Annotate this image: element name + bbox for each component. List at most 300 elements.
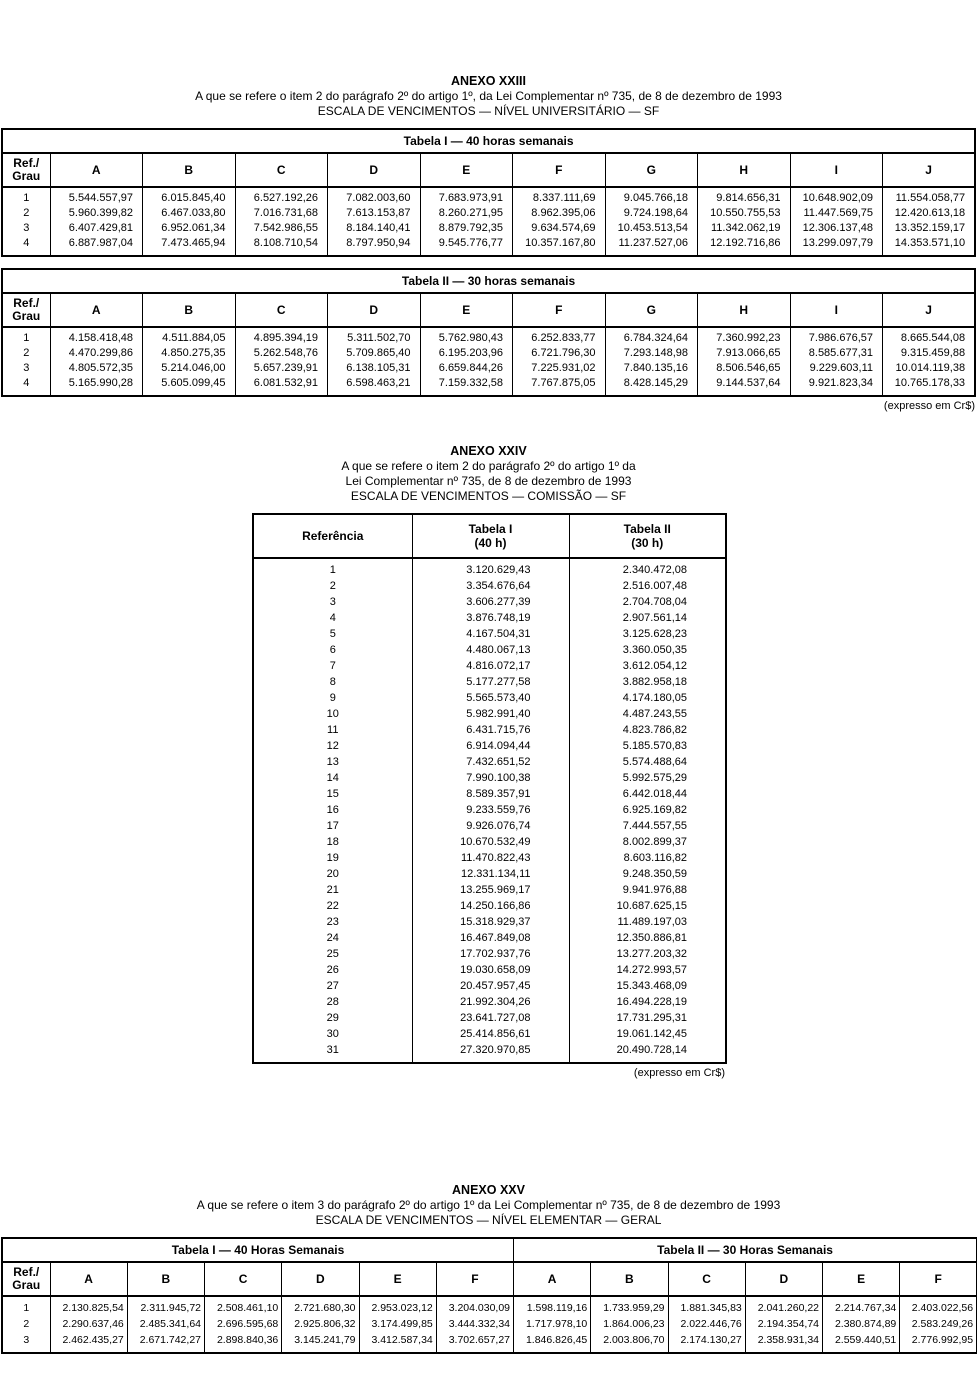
ref-cell: 13 <box>253 754 412 770</box>
value-cell: 6.442.018,44 <box>569 786 726 802</box>
value-cell: 2.358.931,34 <box>745 1332 822 1353</box>
tabela-i-header <box>412 514 569 558</box>
value-cell: 5.982.991,40 <box>412 706 569 722</box>
value-cell: 10.453.513,54 <box>605 221 698 236</box>
column-header: D <box>328 293 421 327</box>
value-cell: 3.606.277,39 <box>412 594 569 610</box>
value-cell: 2.696.595,68 <box>205 1316 282 1332</box>
value-cell: 4.480.067,13 <box>412 642 569 658</box>
ref-cell: 15 <box>253 786 412 802</box>
column-header: A <box>50 153 143 187</box>
ref-cell: 1 <box>2 1296 50 1316</box>
value-cell: 12.192.716,86 <box>698 236 791 256</box>
tabela-i-caption: Tabela I — 40 Horas Semanais <box>2 1238 514 1262</box>
value-cell: 9.634.574,69 <box>513 221 606 236</box>
value-cell: 2.214.767,34 <box>823 1296 900 1316</box>
tabela-i-label: Tabela I <box>468 522 513 536</box>
value-cell: 9.814.656,31 <box>698 187 791 206</box>
value-cell: 9.248.350,59 <box>569 866 726 882</box>
value-cell: 7.990.100,38 <box>412 770 569 786</box>
tabela-ii-caption: Tabela II — 30 Horas Semanais <box>514 1238 977 1262</box>
value-cell: 5.165.990,28 <box>50 376 143 396</box>
table-row <box>253 978 726 994</box>
value-cell: 2.403.022,56 <box>900 1296 977 1316</box>
ref-cell: 4 <box>2 236 50 256</box>
table-body <box>253 558 726 1063</box>
value-cell: 14.272.993,57 <box>569 962 726 978</box>
table-body <box>2 327 975 396</box>
value-cell: 5.605.099,45 <box>143 376 236 396</box>
table-row <box>253 610 726 626</box>
value-cell: 8.108.710,54 <box>235 236 328 256</box>
value-cell: 4.816.072,17 <box>412 658 569 674</box>
column-header: F <box>513 293 606 327</box>
value-cell: 2.290.637,46 <box>50 1316 127 1332</box>
table-row <box>2 1332 977 1353</box>
value-cell: 10.687.625,15 <box>569 898 726 914</box>
value-cell: 3.145.241,79 <box>282 1332 359 1353</box>
value-cell: 7.986.676,57 <box>790 327 883 346</box>
column-header: F <box>513 153 606 187</box>
value-cell: 4.487.243,55 <box>569 706 726 722</box>
value-cell: 3.612.054,12 <box>569 658 726 674</box>
value-cell: 1.733.959,29 <box>591 1296 668 1316</box>
anexo-xxiv-reference-line-1: A que se refere o item 2 do parágrafo 2º do artigo 1º da <box>341 459 636 473</box>
table-row <box>253 706 726 722</box>
value-cell: 4.511.884,05 <box>143 327 236 346</box>
value-cell: 3.702.657,27 <box>436 1332 513 1353</box>
ref-cell: 31 <box>253 1042 412 1063</box>
value-cell: 8.337.111,69 <box>513 187 606 206</box>
ref-header-line1: Ref./ <box>13 1265 40 1279</box>
ref-cell: 17 <box>253 818 412 834</box>
value-cell: 3.174.499,85 <box>359 1316 436 1332</box>
value-cell: 7.444.557,55 <box>569 818 726 834</box>
ref-cell: 6 <box>253 642 412 658</box>
value-cell: 2.898.840,36 <box>205 1332 282 1353</box>
column-header: E <box>359 1262 436 1296</box>
anexo-xxv-reference-line: A que se refere o item 3 do parágrafo 2º do artigo 1º da Lei Complementar nº 735, de 8 de dezembro de 1993 <box>196 1198 781 1212</box>
column-header: C <box>235 153 328 187</box>
table-row <box>253 754 726 770</box>
value-cell: 9.045.766,18 <box>605 187 698 206</box>
value-cell: 3.360.050,35 <box>569 642 726 658</box>
ref-cell: 27 <box>253 978 412 994</box>
value-cell: 11.470.822,43 <box>412 850 569 866</box>
value-cell: 4.805.572,35 <box>50 361 143 376</box>
anexo-xxiv-reference-line-2: Lei Complementar nº 735, de 8 de dezembro de 1993 <box>345 474 632 488</box>
tabela-i-hours: (40 h) <box>474 536 507 550</box>
section-anexo-xxiii <box>0 74 977 412</box>
value-cell: 8.260.271,95 <box>420 206 513 221</box>
value-cell: 6.138.105,31 <box>328 361 421 376</box>
ref-grau-header <box>2 153 50 187</box>
value-cell: 5.565.573,40 <box>412 690 569 706</box>
ref-cell: 2 <box>253 578 412 594</box>
anexo-xxv-table <box>1 1237 977 1354</box>
table-row <box>253 1026 726 1042</box>
table-row <box>253 946 726 962</box>
table-row <box>253 866 726 882</box>
table-row <box>253 850 726 866</box>
value-cell: 5.262.548,76 <box>235 346 328 361</box>
value-cell: 19.061.142,45 <box>569 1026 726 1042</box>
ref-header-line2: Grau <box>12 309 41 323</box>
anexo-xxiv-heading <box>0 444 977 504</box>
table-caption: Tabela II — 30 horas semanais <box>2 269 975 293</box>
ref-cell: 14 <box>253 770 412 786</box>
value-cell: 3.882.958,18 <box>569 674 726 690</box>
ref-cell: 1 <box>253 558 412 578</box>
column-header: J <box>883 153 976 187</box>
table-row <box>2 236 975 256</box>
value-cell: 7.360.992,23 <box>698 327 791 346</box>
value-cell: 5.709.865,40 <box>328 346 421 361</box>
ref-cell: 2 <box>2 1316 50 1332</box>
value-cell: 12.306.137,48 <box>790 221 883 236</box>
column-header: C <box>668 1262 745 1296</box>
value-cell: 12.350.886,81 <box>569 930 726 946</box>
value-cell: 2.194.354,74 <box>745 1316 822 1332</box>
anexo-xxiii-table-1 <box>1 128 976 257</box>
value-cell: 10.648.902,09 <box>790 187 883 206</box>
column-header: D <box>282 1262 359 1296</box>
table-row <box>253 914 726 930</box>
column-header: E <box>420 293 513 327</box>
ref-grau-header <box>2 1262 50 1296</box>
value-cell: 1.717.978,10 <box>514 1316 591 1332</box>
value-cell: 11.237.527,06 <box>605 236 698 256</box>
table-row <box>253 818 726 834</box>
value-cell: 9.315.459,88 <box>883 346 976 361</box>
value-cell: 1.598.119,16 <box>514 1296 591 1316</box>
value-cell: 8.603.116,82 <box>569 850 726 866</box>
ref-cell: 1 <box>2 187 50 206</box>
value-cell: 2.776.992,95 <box>900 1332 977 1353</box>
value-cell: 23.641.727,08 <box>412 1010 569 1026</box>
tabela-ii-label: Tabela II <box>623 522 671 536</box>
value-cell: 17.731.295,31 <box>569 1010 726 1026</box>
ref-cell: 21 <box>253 882 412 898</box>
value-cell: 2.516.007,48 <box>569 578 726 594</box>
value-cell: 10.765.178,33 <box>883 376 976 396</box>
anexo-xxiv-table-wrap <box>252 513 725 1079</box>
anexo-xxiv-table <box>252 513 727 1064</box>
ref-cell: 11 <box>253 722 412 738</box>
table-row <box>253 1010 726 1026</box>
currency-note: (expresso em Cr$) <box>633 1067 725 1079</box>
ref-cell: 3 <box>2 361 50 376</box>
ref-cell: 28 <box>253 994 412 1010</box>
value-cell: 2.462.435,27 <box>50 1332 127 1353</box>
value-cell: 20.490.728,14 <box>569 1042 726 1063</box>
value-cell: 5.185.570,83 <box>569 738 726 754</box>
value-cell: 2.041.260,22 <box>745 1296 822 1316</box>
value-cell: 5.657.239,91 <box>235 361 328 376</box>
value-cell: 9.545.776,77 <box>420 236 513 256</box>
value-cell: 11.447.569,75 <box>790 206 883 221</box>
ref-cell: 20 <box>253 866 412 882</box>
column-header: E <box>420 153 513 187</box>
value-cell: 3.204.030,09 <box>436 1296 513 1316</box>
ref-cell: 4 <box>2 376 50 396</box>
tabela-ii-hours: (30 h) <box>631 536 664 550</box>
value-cell: 16.467.849,08 <box>412 930 569 946</box>
table-row <box>253 786 726 802</box>
value-cell: 9.921.823,34 <box>790 376 883 396</box>
value-cell: 6.407.429,81 <box>50 221 143 236</box>
value-cell: 2.508.461,10 <box>205 1296 282 1316</box>
value-cell: 12.331.134,11 <box>412 866 569 882</box>
ref-cell: 30 <box>253 1026 412 1042</box>
table-body <box>2 1296 977 1353</box>
value-cell: 13.299.097,79 <box>790 236 883 256</box>
value-cell: 6.659.844,26 <box>420 361 513 376</box>
column-header: B <box>143 293 236 327</box>
ref-cell: 10 <box>253 706 412 722</box>
column-header: E <box>823 1262 900 1296</box>
ref-cell: 9 <box>253 690 412 706</box>
table-caption: Tabela I — 40 horas semanais <box>2 129 975 153</box>
value-cell: 7.016.731,68 <box>235 206 328 221</box>
value-cell: 2.925.806,32 <box>282 1316 359 1332</box>
value-cell: 2.003.806,70 <box>591 1332 668 1353</box>
value-cell: 8.184.140,41 <box>328 221 421 236</box>
table-row <box>253 658 726 674</box>
value-cell: 6.784.324,64 <box>605 327 698 346</box>
value-cell: 8.428.145,29 <box>605 376 698 396</box>
value-cell: 8.665.544,08 <box>883 327 976 346</box>
column-header: A <box>514 1262 591 1296</box>
ref-cell: 22 <box>253 898 412 914</box>
value-cell: 8.585.677,31 <box>790 346 883 361</box>
ref-cell: 23 <box>253 914 412 930</box>
value-cell: 7.767.875,05 <box>513 376 606 396</box>
table-row <box>253 930 726 946</box>
table-row <box>2 1296 977 1316</box>
column-header: A <box>50 1262 127 1296</box>
column-header: C <box>205 1262 282 1296</box>
column-header: F <box>436 1262 513 1296</box>
anexo-xxiii-scale-line: ESCALA DE VENCIMENTOS — NÍVEL UNIVERSITÁRIO — SF <box>317 104 660 118</box>
value-cell: 2.671.742,27 <box>127 1332 204 1353</box>
value-cell: 2.953.023,12 <box>359 1296 436 1316</box>
value-cell: 15.343.468,09 <box>569 978 726 994</box>
anexo-xxiii-reference-line: A que se refere o item 2 do parágrafo 2º do artigo 1º, da Lei Complementar nº 735, de 8 de dezembro de 1993 <box>195 89 782 103</box>
value-cell: 13.352.159,17 <box>883 221 976 236</box>
value-cell: 13.255.969,17 <box>412 882 569 898</box>
value-cell: 7.683.973,91 <box>420 187 513 206</box>
value-cell: 2.907.561,14 <box>569 610 726 626</box>
value-cell: 2.174.130,27 <box>668 1332 745 1353</box>
value-cell: 5.214.046,00 <box>143 361 236 376</box>
table-row <box>253 642 726 658</box>
table-row <box>2 376 975 396</box>
table-row <box>253 626 726 642</box>
currency-note: (expresso em Cr$) <box>883 400 975 412</box>
value-cell: 1.881.345,83 <box>668 1296 745 1316</box>
value-cell: 9.926.076,74 <box>412 818 569 834</box>
value-cell: 6.721.796,30 <box>513 346 606 361</box>
value-cell: 13.277.203,32 <box>569 946 726 962</box>
value-cell: 2.721.680,30 <box>282 1296 359 1316</box>
value-cell: 10.550.755,53 <box>698 206 791 221</box>
value-cell: 21.992.304,26 <box>412 994 569 1010</box>
table-row <box>253 594 726 610</box>
value-cell: 6.431.715,76 <box>412 722 569 738</box>
tabela-ii-header <box>569 514 726 558</box>
value-cell: 4.158.418,48 <box>50 327 143 346</box>
table-row <box>253 690 726 706</box>
column-header: B <box>143 153 236 187</box>
anexo-xxv-heading <box>0 1183 977 1228</box>
value-cell: 2.022.446,76 <box>668 1316 745 1332</box>
column-header: F <box>900 1262 977 1296</box>
value-cell: 6.467.033,80 <box>143 206 236 221</box>
value-cell: 8.962.395,06 <box>513 206 606 221</box>
table-row <box>253 898 726 914</box>
table-row <box>253 994 726 1010</box>
value-cell: 6.195.203,96 <box>420 346 513 361</box>
table-row <box>253 1042 726 1063</box>
value-cell: 8.002.899,37 <box>569 834 726 850</box>
ref-grau-header <box>2 293 50 327</box>
value-cell: 11.489.197,03 <box>569 914 726 930</box>
value-cell: 6.925.169,82 <box>569 802 726 818</box>
ref-header-line1: Ref./ <box>13 296 40 310</box>
value-cell: 2.583.249,26 <box>900 1316 977 1332</box>
ref-header-line1: Ref./ <box>13 156 40 170</box>
value-cell: 4.823.786,82 <box>569 722 726 738</box>
value-cell: 6.527.192,26 <box>235 187 328 206</box>
value-cell: 5.574.488,64 <box>569 754 726 770</box>
value-cell: 27.320.970,85 <box>412 1042 569 1063</box>
value-cell: 3.876.748,19 <box>412 610 569 626</box>
ref-cell: 8 <box>253 674 412 690</box>
ref-cell: 3 <box>2 221 50 236</box>
value-cell: 6.952.061,34 <box>143 221 236 236</box>
value-cell: 9.941.976,88 <box>569 882 726 898</box>
value-cell: 8.797.950,94 <box>328 236 421 256</box>
value-cell: 4.174.180,05 <box>569 690 726 706</box>
column-header: I <box>790 153 883 187</box>
value-cell: 7.913.066,65 <box>698 346 791 361</box>
value-cell: 9.229.603,11 <box>790 361 883 376</box>
value-cell: 14.250.166,86 <box>412 898 569 914</box>
value-cell: 7.840.135,16 <box>605 361 698 376</box>
ref-header-line2: Grau <box>12 1278 41 1292</box>
value-cell: 9.724.198,64 <box>605 206 698 221</box>
column-header: J <box>883 293 976 327</box>
ref-cell: 29 <box>253 1010 412 1026</box>
anexo-xxv-title: ANEXO XXV <box>452 1183 525 1197</box>
anexo-xxiii-title: ANEXO XXIII <box>450 74 527 88</box>
ref-cell: 16 <box>253 802 412 818</box>
table-row <box>253 738 726 754</box>
value-cell: 2.704.708,04 <box>569 594 726 610</box>
value-cell: 6.887.987,04 <box>50 236 143 256</box>
ref-cell: 4 <box>253 610 412 626</box>
value-cell: 7.293.148,98 <box>605 346 698 361</box>
value-cell: 16.494.228,19 <box>569 994 726 1010</box>
value-cell: 3.354.676,64 <box>412 578 569 594</box>
value-cell: 9.144.537,64 <box>698 376 791 396</box>
value-cell: 12.420.613,18 <box>883 206 976 221</box>
value-cell: 11.554.058,77 <box>883 187 976 206</box>
value-cell: 10.014.119,38 <box>883 361 976 376</box>
value-cell: 6.914.094,44 <box>412 738 569 754</box>
section-anexo-xxv <box>0 1183 977 1354</box>
table-row <box>2 361 975 376</box>
value-cell: 17.702.937,76 <box>412 946 569 962</box>
table-row <box>253 674 726 690</box>
value-cell: 7.473.465,94 <box>143 236 236 256</box>
value-cell: 5.762.980,43 <box>420 327 513 346</box>
value-cell: 8.589.357,91 <box>412 786 569 802</box>
value-cell: 3.125.628,23 <box>569 626 726 642</box>
value-cell: 9.233.559,76 <box>412 802 569 818</box>
column-header: H <box>698 153 791 187</box>
column-header: A <box>50 293 143 327</box>
value-cell: 7.432.651,52 <box>412 754 569 770</box>
ref-cell: 26 <box>253 962 412 978</box>
table-row <box>2 221 975 236</box>
table-row <box>253 882 726 898</box>
table-row <box>2 1316 977 1332</box>
table-row <box>2 206 975 221</box>
table-body <box>2 187 975 256</box>
ref-cell: 24 <box>253 930 412 946</box>
value-cell: 2.311.945,72 <box>127 1296 204 1316</box>
table-row <box>253 558 726 578</box>
value-cell: 2.380.874,89 <box>823 1316 900 1332</box>
ref-header-line2: Grau <box>12 169 41 183</box>
table-row <box>2 346 975 361</box>
column-header: D <box>745 1262 822 1296</box>
value-cell: 2.130.825,54 <box>50 1296 127 1316</box>
value-cell: 3.120.629,43 <box>412 558 569 578</box>
value-cell: 4.167.504,31 <box>412 626 569 642</box>
value-cell: 5.992.575,29 <box>569 770 726 786</box>
ref-cell: 19 <box>253 850 412 866</box>
value-cell: 8.506.546,65 <box>698 361 791 376</box>
value-cell: 3.412.587,34 <box>359 1332 436 1353</box>
anexo-xxiv-title: ANEXO XXIV <box>450 444 527 458</box>
value-cell: 10.670.532,49 <box>412 834 569 850</box>
ref-cell: 7 <box>253 658 412 674</box>
value-cell: 2.485.341,64 <box>127 1316 204 1332</box>
column-header: C <box>235 293 328 327</box>
anexo-xxiii-heading <box>0 74 977 119</box>
column-header: D <box>328 153 421 187</box>
value-cell: 5.960.399,82 <box>50 206 143 221</box>
value-cell: 7.159.332,58 <box>420 376 513 396</box>
table-row <box>253 578 726 594</box>
anexo-xxiv-scale-line: ESCALA DE VENCIMENTOS — COMISSÃO — SF <box>350 489 627 503</box>
ref-cell: 25 <box>253 946 412 962</box>
column-header: B <box>591 1262 668 1296</box>
table-row <box>253 962 726 978</box>
value-cell: 8.879.792,35 <box>420 221 513 236</box>
value-cell: 7.542.986,55 <box>235 221 328 236</box>
value-cell: 3.444.332,34 <box>436 1316 513 1332</box>
value-cell: 4.470.299,86 <box>50 346 143 361</box>
column-header: G <box>605 153 698 187</box>
value-cell: 6.081.532,91 <box>235 376 328 396</box>
ref-cell: 3 <box>2 1332 50 1353</box>
column-header: B <box>127 1262 204 1296</box>
ref-cell: 12 <box>253 738 412 754</box>
